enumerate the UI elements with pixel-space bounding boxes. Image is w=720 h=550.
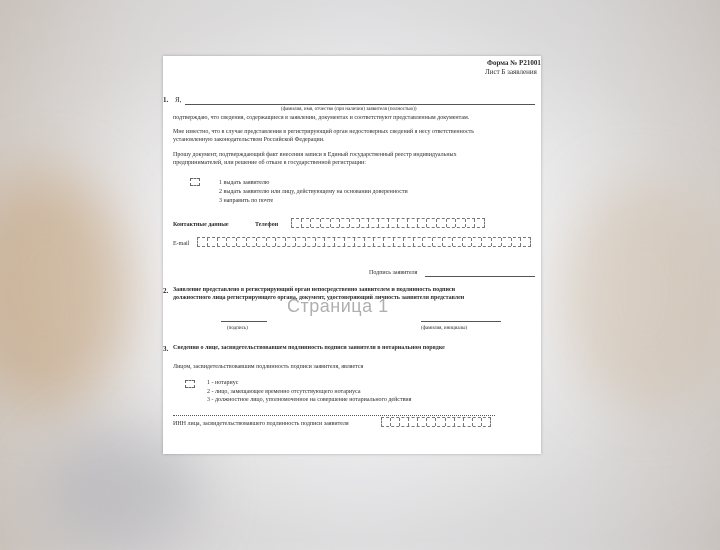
inn-label: ИНН лица, засвидетельствовавшего подлинность подписи заявителя xyxy=(173,421,349,427)
phone-label: Телефон xyxy=(255,222,279,228)
notary-option-2: 2 - лицо, замещающее временно отсутствующего нотариуса xyxy=(207,389,361,395)
contact-label: Контактные данные xyxy=(173,222,229,228)
background-blur xyxy=(560,180,720,410)
section-1-number: 1. xyxy=(163,96,169,104)
notary-option-1: 1 - нотариус xyxy=(207,380,239,386)
inn-input[interactable] xyxy=(381,417,491,427)
section-2-name-hint: (фамилия, инициалы) xyxy=(421,326,468,331)
fio-line xyxy=(185,104,535,105)
section-2-number: 2. xyxy=(163,287,169,295)
paragraph-2b: установленную законодательством Российской Федерации. xyxy=(173,137,325,143)
section-3-title: Сведения о лице, засвидетельствовавшем подлинность подписи заявителя в нотариальном порядке xyxy=(173,345,445,351)
notary-checkbox[interactable] xyxy=(185,380,195,388)
paragraph-3b: предпринимателей, или решение об отказе в государственной регистрации: xyxy=(173,160,366,166)
option-3: 3 направить по почте xyxy=(219,198,274,204)
email-input[interactable] xyxy=(197,237,531,247)
section-2-signature-hint: (подпись) xyxy=(227,326,248,331)
option-2: 2 выдать заявителю или лицу, действующему на основании доверенности xyxy=(219,189,408,195)
paragraph-3a: Прошу документ, подтверждающий факт внесения записи в Единый государственный реестр индивидуальных xyxy=(173,152,457,158)
paragraph-1: подтверждаю, что сведения, содержащиеся в заявлении, документах и соответствуют представленным документам. xyxy=(173,115,470,121)
page-watermark: Страница 1 xyxy=(287,296,389,316)
section-2-name-line xyxy=(421,321,501,322)
phone-input[interactable] xyxy=(291,218,485,228)
sheet-label: Лист Б заявления xyxy=(485,68,537,76)
section-3-intro: Лицом, засвидетельствовавшим подлинность подписи заявителя, является xyxy=(173,364,364,370)
notary-option-3: 3 - должностное лицо, уполномоченное на совершение нотариального действия xyxy=(207,397,412,403)
form-number: Форма № Р21001 xyxy=(487,59,541,67)
delivery-checkbox[interactable] xyxy=(190,178,200,186)
section-3-divider xyxy=(173,415,495,416)
fio-hint: (фамилия, имя, отчество (при наличии) заявителя (полностью)) xyxy=(281,107,417,112)
section-2-signature-line xyxy=(221,321,267,322)
signature-label: Подпись заявителя xyxy=(369,270,418,276)
section-2-line-a: Заявление представлено в регистрирующий орган непосредственно заявителем и подлинность подписи xyxy=(173,287,456,293)
document-page xyxy=(163,56,541,454)
section-1-lead: Я, xyxy=(175,96,182,104)
section-3-number: 3. xyxy=(163,345,169,353)
background-blur xyxy=(0,170,130,410)
paragraph-2a: Мне известно, что в случае представления в регистрирующий орган недостоверных сведений я несу ответственность xyxy=(173,129,474,135)
signature-line[interactable] xyxy=(425,276,535,277)
option-1: 1 выдать заявителю xyxy=(219,180,270,186)
section-2-line-b: должностного лица регистрирующего органа, документ, удостоверяющий личность заявителя представлен xyxy=(173,295,465,301)
email-label: E-mail xyxy=(173,241,190,247)
